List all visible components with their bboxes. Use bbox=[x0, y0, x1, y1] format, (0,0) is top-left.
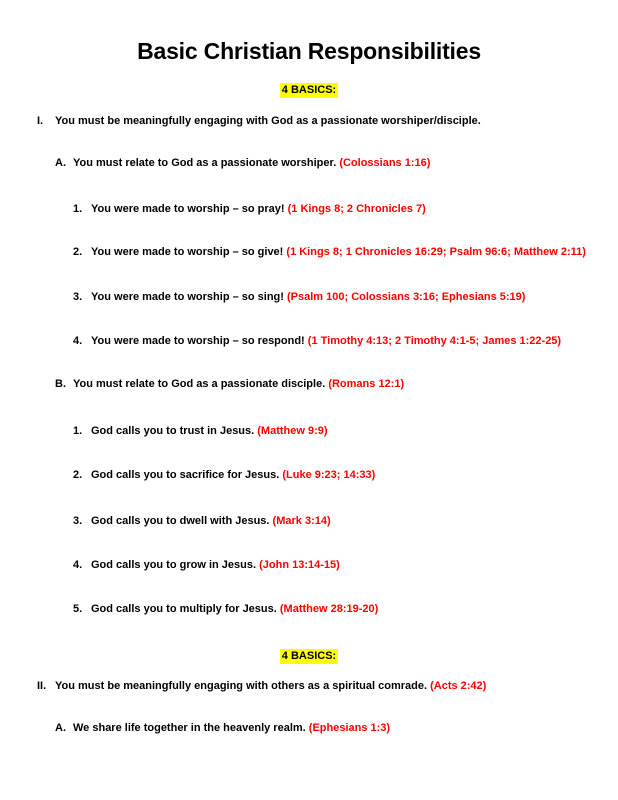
list-item bbox=[73, 334, 561, 348]
page-title: Basic Christian Responsibilities bbox=[137, 38, 481, 64]
scripture-reference: (Mark 3:14) bbox=[272, 515, 331, 527]
list-item bbox=[73, 558, 340, 572]
subsection-heading bbox=[55, 377, 404, 391]
list-item-marker: 1. bbox=[73, 425, 83, 437]
list-item-marker: 2. bbox=[73, 469, 83, 481]
list-item-text: God calls you to multiply for Jesus. bbox=[91, 603, 277, 615]
scripture-reference: (Ephesians 1:3) bbox=[308, 722, 391, 734]
section-heading bbox=[37, 114, 481, 128]
section-text: You must be meaningfully engaging with others as a spiritual comrade. bbox=[55, 680, 428, 692]
list-item bbox=[73, 290, 525, 304]
list-item bbox=[73, 245, 586, 259]
list-item bbox=[73, 602, 378, 616]
list-item-text: You were made to worship – so sing! bbox=[91, 291, 284, 303]
section-text: You must be meaningfully engaging with God as a passionate worshiper/disciple. bbox=[55, 115, 481, 127]
scripture-reference: (John 13:14-15) bbox=[259, 559, 340, 571]
list-item-text: You were made to worship – so give! bbox=[91, 246, 284, 258]
section-badge bbox=[0, 646, 618, 664]
subsection-heading bbox=[55, 156, 430, 170]
section-marker: I. bbox=[37, 115, 44, 127]
list-item bbox=[73, 202, 426, 216]
subsection-text: You must relate to God as a passionate disciple. bbox=[73, 378, 326, 390]
list-item bbox=[73, 468, 375, 482]
subsection-marker: A. bbox=[55, 722, 66, 734]
scripture-reference: (Romans 12:1) bbox=[328, 378, 405, 390]
list-item-marker: 3. bbox=[73, 515, 83, 527]
badge-label: 4 BASICS: bbox=[281, 650, 337, 662]
list-item-marker: 1. bbox=[73, 203, 83, 215]
scripture-reference: (Acts 2:42) bbox=[430, 680, 487, 692]
section-marker: II. bbox=[37, 680, 47, 692]
scripture-reference: (Luke 9:23; 14:33) bbox=[282, 469, 376, 481]
section-heading bbox=[37, 679, 486, 693]
list-item-marker: 4. bbox=[73, 335, 83, 347]
scripture-reference: (1 Kings 8; 1 Chronicles 16:29; Psalm 96:6; Matthew 2:11) bbox=[286, 246, 586, 258]
subsection-marker: B. bbox=[55, 378, 66, 390]
subsection-text: You must relate to God as a passionate worshiper. bbox=[73, 157, 337, 169]
list-item-marker: 3. bbox=[73, 291, 83, 303]
list-item bbox=[73, 424, 328, 438]
list-item bbox=[73, 514, 331, 528]
scripture-reference: (1 Timothy 4:13; 2 Timothy 4:1-5; James 1:22-25) bbox=[307, 335, 562, 347]
list-item-text: God calls you to trust in Jesus. bbox=[91, 425, 255, 437]
subsection-heading bbox=[55, 721, 390, 735]
scripture-reference: (1 Kings 8; 2 Chronicles 7) bbox=[287, 203, 426, 215]
list-item-text: You were made to worship – so respond! bbox=[91, 335, 305, 347]
list-item-text: God calls you to dwell with Jesus. bbox=[91, 515, 270, 527]
list-item-text: You were made to worship – so pray! bbox=[91, 203, 285, 215]
list-item-marker: 2. bbox=[73, 246, 83, 258]
list-item-marker: 4. bbox=[73, 559, 83, 571]
list-item-text: God calls you to grow in Jesus. bbox=[91, 559, 257, 571]
subsection-marker: A. bbox=[55, 157, 66, 169]
subsection-text: We share life together in the heavenly realm. bbox=[73, 722, 306, 734]
scripture-reference: (Matthew 9:9) bbox=[257, 425, 328, 437]
badge-label: 4 BASICS: bbox=[281, 84, 337, 96]
list-item-marker: 5. bbox=[73, 603, 83, 615]
scripture-reference: (Psalm 100; Colossians 3:16; Ephesians 5:19) bbox=[287, 291, 526, 303]
scripture-reference: (Colossians 1:16) bbox=[339, 157, 431, 169]
list-item-text: God calls you to sacrifice for Jesus. bbox=[91, 469, 280, 481]
scripture-reference: (Matthew 28:19-20) bbox=[279, 603, 379, 615]
section-badge bbox=[0, 80, 618, 98]
